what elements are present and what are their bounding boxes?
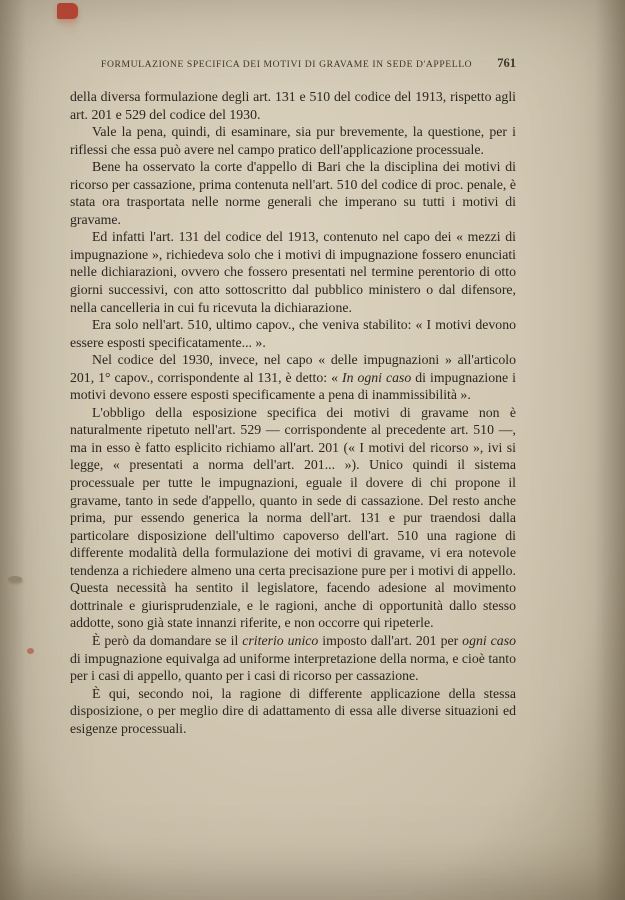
text-segment: L'obbligo della esposizione specifica dei motivi di gravame non è naturalmente ripetuto nell'art. 529 — corrispondente al precedente art. 510 —, ma in esso è fatto esplicito richiamo all'art. 201 (« I motivi del ricorso », ivi si legge, « presentati a norma dell'art. 201... »). Unico quindi il sistema processuale per tutte le impugnazioni, eguale il dovere di chi propone il gravame, tanto in sede d'appello, quanto in sede di cassazione. Del resto anche prima, pur essendo generica la norma dell'art. 131 e pur traendosi dalla particolare disposizione dell'ultimo capoverso dell'art. 510 una ragione di differente modalità della formulazione dei motivi di gravame, vi era notevole tendenza a richiedere almeno una certa precisazione pure per i motivi di appello. Questa necessità ha sentito il legislatore, facendo adesione al movimento dottrinale e giurisprudenziale, e le ragioni, anche di opportunità dallo stesso addotte, sono già state innanzi riferite, e non occorre qui ripeterle. (70, 404, 516, 631)
paragraph (70, 404, 516, 632)
paragraph (70, 158, 516, 228)
paragraph (70, 632, 516, 685)
text-segment: È però da domandare se il (92, 632, 243, 648)
text-segment: di impugnazione equivalga ad uniforme interpretazione della norma, e cioè tanto per i casi di appello, quanto per i casi di ricorso per cassazione. (70, 650, 516, 684)
red-ink-mark (57, 3, 78, 19)
italic-text-segment: In ogni caso (341, 369, 412, 385)
text-segment: della diversa formulazione degli art. 131 e 510 del codice del 1913, rispetto agli art. 201 e 529 del codice del 1930. (70, 89, 516, 122)
margin-smudge (8, 576, 22, 582)
running-title: FORMULAZIONE SPECIFICA DEI MOTIVI DI GRAVAME IN SEDE D'APPELLO (101, 59, 473, 70)
page-edge-shading-right (595, 0, 625, 900)
text-segment: di impugnazione i motivi devono essere esposti specificamente a pena di inammissibilità ». (70, 369, 516, 403)
page-number: 761 (497, 56, 516, 70)
margin-smudge-red (27, 648, 34, 654)
text-segment: È qui, secondo noi, la ragione di differente applicazione della stessa disposizione, o per meglio dire di adattamento di essa alle diverse situazioni ed esigenze processuali. (70, 685, 516, 736)
paragraph (70, 228, 516, 316)
page-body (70, 88, 516, 737)
page-edge-shading-left (0, 0, 26, 900)
paragraph (70, 88, 516, 123)
text-segment: Bene ha osservato la corte d'appello di Bari che la disciplina dei motivi di ricorso per cassazione, prima contenuta nell'art. 510 del codice di proc. penale, è stata ora trasportata nelle norme generali che imperano su tutti i motivi di gravame. (70, 159, 516, 227)
text-segment: imposto dall'art. 201 per (318, 632, 463, 648)
paragraph (70, 316, 516, 351)
paragraph (70, 123, 516, 158)
page-content (70, 56, 516, 737)
text-segment: Ed infatti l'art. 131 del codice del 1913, contenuto nel capo dei « mezzi di impugnazione », richiedeva solo che i motivi di impugnazione fossero enunciati nelle dichiarazioni, ovvero che fossero presentati nel termine perentorio di otto giorni successivi, con atto sottoscritto dal pubblico ministero o dal difensore, nella cancelleria in cui fu ricevuta la dichiarazione. (70, 229, 516, 315)
running-header (70, 56, 516, 71)
text-segment: Nel codice del 1930, invece, nel capo « delle impugnazioni » all'articolo 201, 1° capov., corrispondente al 131, è detto: « (70, 352, 516, 385)
italic-text-segment: criterio unico (242, 632, 319, 648)
italic-text-segment: ogni caso (462, 632, 516, 648)
text-segment: Vale la pena, quindi, di esaminare, sia pur brevemente, la questione, per i riflessi che essa può avere nel campo pratico dell'applicazione processuale. (70, 124, 516, 157)
paragraph (70, 351, 516, 404)
text-segment: Era solo nell'art. 510, ultimo capov., che veniva stabilito: « I motivi devono essere esposti specificatamente... ». (70, 317, 516, 350)
paragraph (70, 685, 516, 738)
